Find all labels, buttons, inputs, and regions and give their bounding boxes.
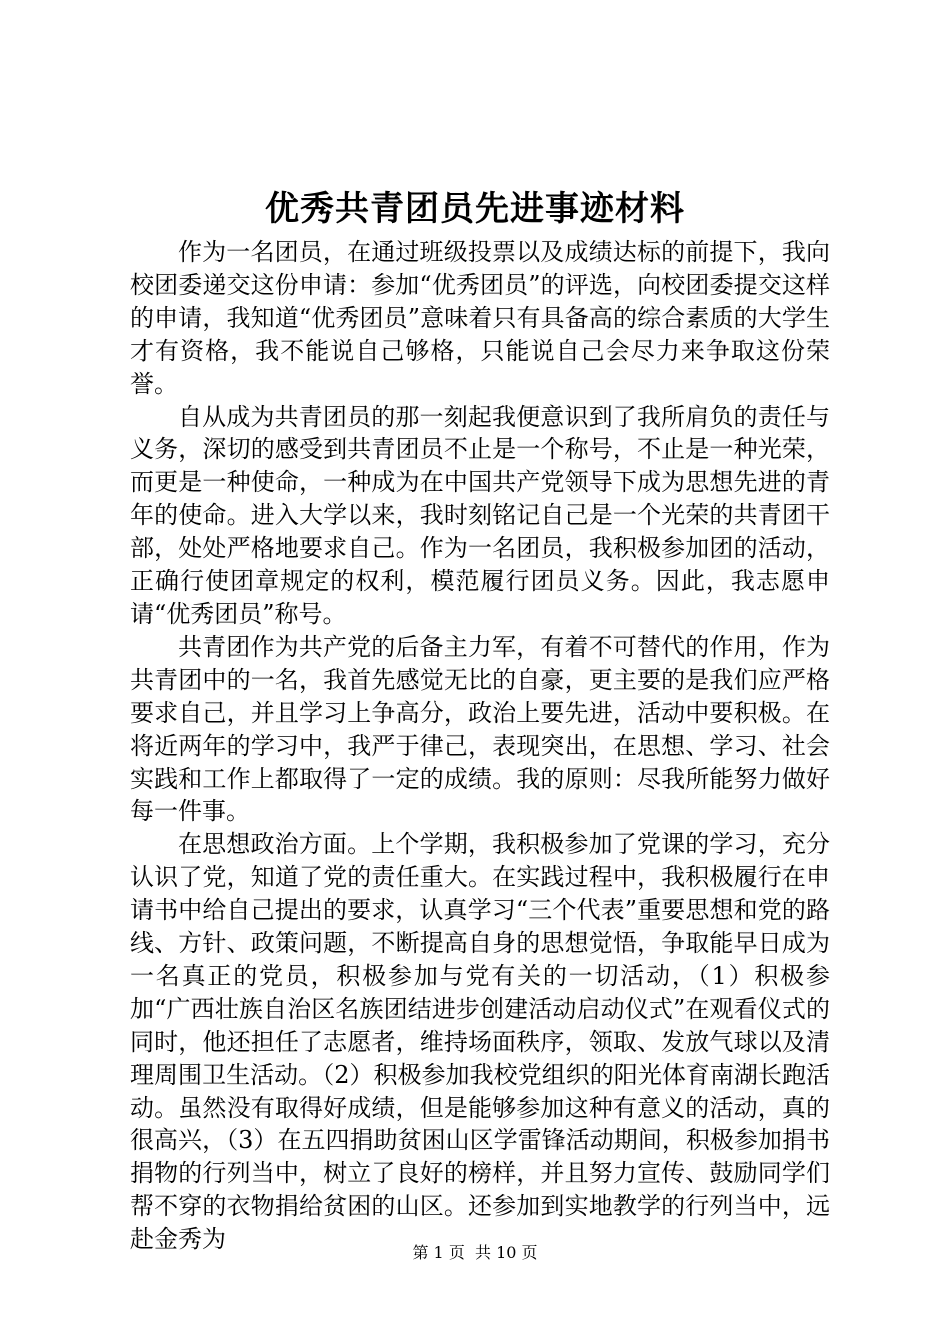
paragraph-4: 在思想政治方面。上个学期，我积极参加了党课的学习，充分认识了党，知道了党的责任重大。在实践过程中，我积极履行在申请书中给自己提出的要求，认真学习“三个代表”重要思想和党的路线、方针、政策问题，不断提高自身的思想觉悟，争取能早日成为一名真正的党员，积极参加与党有关的一切活动，（1）积极参加“广西壮族自治区名族团结进步创建活动启动仪式”在观看仪式的同时，他还担任了志愿者，维持场面秩序，领取、发放气球以及清理周围卫生活动。（2）积极参加我校党组织的阳光体育南湖长跑活动。虽然没有取得好成绩，但是能够参加这种有意义的活动，真的很高兴，（3）在五四捐助贫困山区学雷锋活动期间，积极参加捐书捐物的行列当中，树立了良好的榜样，并且努力宣传、鼓励同学们帮不穿的衣物捐给贫困的山区。还参加到实地教学的行列当中，远赴金秀为 xyxy=(130,830,830,1254)
paragraph-1: 作为一名团员，在通过班级投票以及成绩达标的前提下，我向校团委递交这份申请：参加“优秀团员”的评选，向校团委提交这样的申请，我知道“优秀团员”意味着只有具备高的综合素质的大学生才有资格，我不能说自己够格，只能说自己会尽力来争取这份荣誉。 xyxy=(130,238,830,398)
page-number-footer: 第 1 页 共 10 页 xyxy=(412,1243,538,1262)
paragraph-2: 自从成为共青团员的那一刻起我便意识到了我所肩负的责任与义务，深切的感受到共青团员不止是一个称号，不止是一种光荣，而更是一种使命，一种成为在中国共产党领导下成为思想先进的青年的使命。进入大学以来，我时刻铭记自己是一个光荣的共青团干部，处处严格地要求自己。作为一名团员，我积极参加团的活动，正确行使团章规定的权利，模范履行团员义务。因此，我志愿申请“优秀团员”称号。 xyxy=(130,402,830,628)
document-body xyxy=(130,236,830,1256)
paragraph-3: 共青团作为共产党的后备主力军，有着不可替代的作用，作为共青团中的一名，我首先感觉无比的自豪，更主要的是我们应严格要求自己，并且学习上争高分，政治上要先进，活动中要积极。在将近两年的学习中，我严于律己，表现突出，在思想、学习、社会实践和工作上都取得了一定的成绩。我的原则：尽我所能努力做好每一件事。 xyxy=(130,632,830,826)
document-title: 优秀共青团员先进事迹材料 xyxy=(265,189,685,229)
